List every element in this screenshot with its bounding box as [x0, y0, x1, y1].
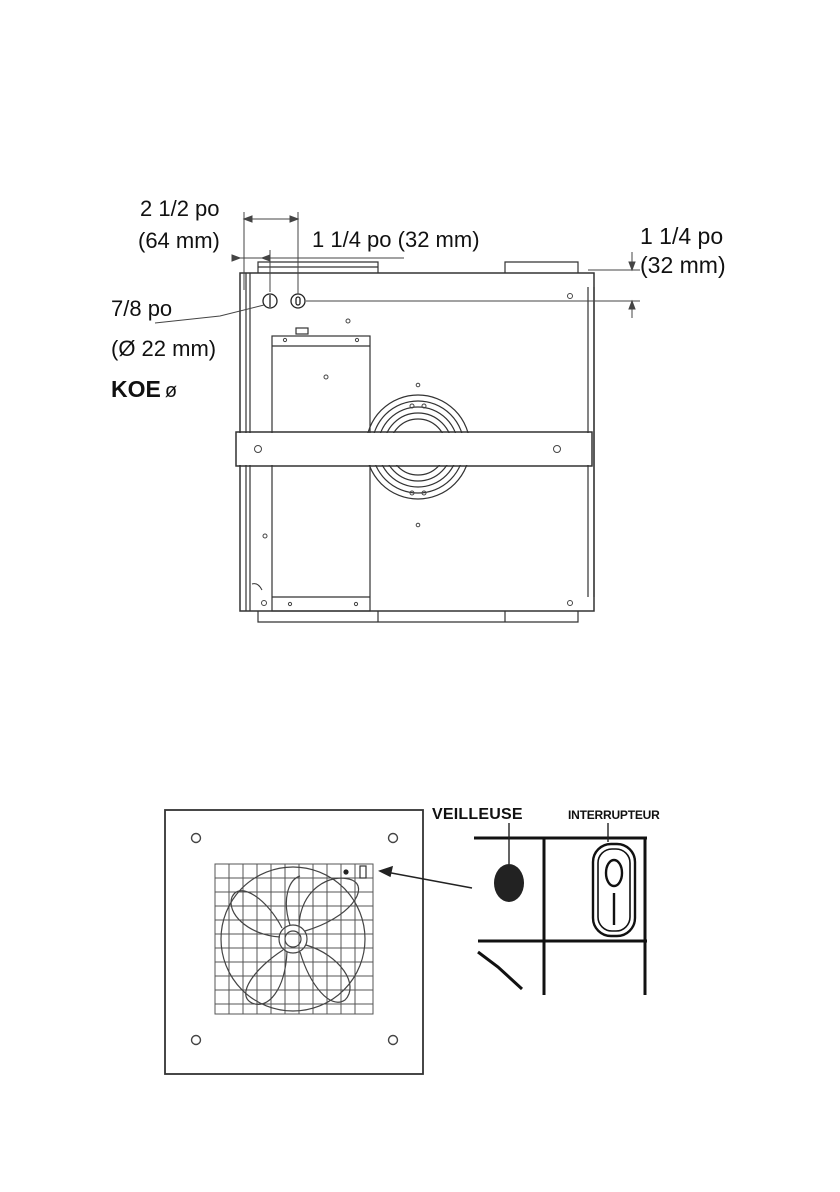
- koe-text: KOE: [111, 376, 161, 402]
- hole-size-line1: 7/8 po: [111, 296, 173, 321]
- duct-channel: [272, 336, 370, 611]
- dim-horizontal-2: 1 1/4 po (32 mm): [312, 227, 480, 252]
- koe-symbol: ø: [164, 380, 178, 402]
- dim-vertical-line2: (32 mm): [640, 252, 726, 278]
- dim-horizontal-1-line1: 2 1/2 po: [140, 196, 220, 221]
- koe-label: [111, 376, 177, 403]
- dim-horizontal-1-line2: (64 mm): [138, 228, 220, 253]
- hole-size-line2: (Ø 22 mm): [111, 336, 217, 361]
- pilot-label: VEILLEUSE: [432, 806, 523, 823]
- knockout-holes: [263, 294, 305, 308]
- switch-label: INTERRUPTEUR: [568, 808, 660, 822]
- knockout-hole-2: [291, 294, 305, 308]
- dim-vertical-line1: 1 1/4 po: [640, 223, 724, 249]
